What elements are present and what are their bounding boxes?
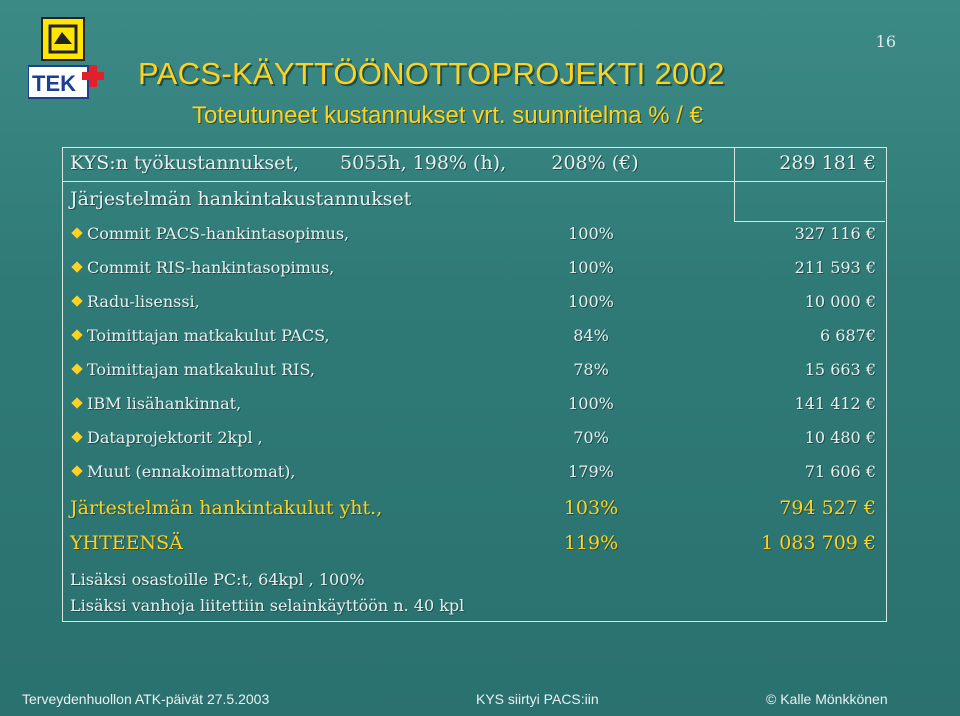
cost-item-label bbox=[70, 462, 295, 481]
page-subtitle: Toteutuneet kustannukset vrt. suunnitelma % / € bbox=[192, 102, 703, 129]
footer-left: Terveydenhuollon ATK-päivät 27.5.2003 bbox=[22, 691, 270, 707]
diamond-bullet-icon bbox=[71, 227, 82, 238]
subtotal-label: Järtestelmän hankintakulut yht., bbox=[70, 497, 383, 519]
subtotal-amount: 794 527 € bbox=[779, 497, 876, 519]
cost-item-text: Toimittajan matkakulut PACS, bbox=[87, 326, 330, 345]
cost-item-label bbox=[70, 428, 263, 447]
cost-item-label bbox=[70, 258, 334, 277]
cost-item-amount: 6 687€ bbox=[820, 326, 876, 345]
page-title: PACS-KÄYTTÖÖNOTTOPROJEKTI 2002 bbox=[138, 56, 725, 91]
slide-number: 16 bbox=[875, 32, 896, 51]
labor-label: KYS:n työkustannukset, bbox=[70, 152, 300, 174]
cost-item-label bbox=[70, 360, 315, 379]
cost-item-pct: 100% bbox=[568, 224, 614, 243]
cost-item-amount: 15 663 € bbox=[804, 360, 876, 379]
diamond-bullet-icon bbox=[71, 363, 82, 374]
subtotal-pct: 103% bbox=[563, 497, 619, 519]
cost-item-text: Muut (ennakoimattomat), bbox=[87, 462, 296, 481]
footer-center: KYS siirtyi PACS:iin bbox=[476, 691, 599, 707]
cost-item-text: Radu-lisenssi, bbox=[87, 292, 200, 311]
cost-item-pct: 179% bbox=[568, 462, 614, 481]
cost-item-text: Commit RIS-hankintasopimus, bbox=[87, 258, 335, 277]
cost-item-amount: 10 000 € bbox=[804, 292, 876, 311]
row-divider bbox=[62, 181, 885, 182]
cost-item-label bbox=[70, 394, 241, 413]
cost-item-pct: 78% bbox=[573, 360, 609, 379]
cost-item-pct: 100% bbox=[568, 258, 614, 277]
cost-item-amount: 211 593 € bbox=[794, 258, 876, 277]
labor-hours: 5055h, 198% (h), bbox=[340, 152, 507, 174]
diamond-bullet-icon bbox=[71, 329, 82, 340]
note-line: Lisäksi osastoille PC:t, 64kpl , 100% bbox=[70, 570, 365, 589]
diamond-bullet-icon bbox=[71, 397, 82, 408]
cost-item-label bbox=[70, 326, 330, 345]
cost-item-text: Commit PACS-hankintasopimus, bbox=[87, 224, 350, 243]
note-line: Lisäksi vanhoja liitettiin selainkäyttöön n. 40 kpl bbox=[70, 596, 465, 615]
cost-item-amount: 71 606 € bbox=[804, 462, 876, 481]
cost-item-pct: 100% bbox=[568, 394, 614, 413]
cost-item-text: Dataprojektorit 2kpl , bbox=[87, 428, 263, 447]
cost-item-amount: 141 412 € bbox=[794, 394, 876, 413]
cost-item-amount: 10 480 € bbox=[804, 428, 876, 447]
cost-item-label bbox=[70, 224, 349, 243]
cost-item-label bbox=[70, 292, 200, 311]
total-label: YHTEENSÄ bbox=[70, 532, 183, 554]
diamond-bullet-icon bbox=[71, 431, 82, 442]
diamond-bullet-icon bbox=[71, 261, 82, 272]
logo-text: TEK bbox=[32, 71, 76, 96]
cost-item-pct: 70% bbox=[573, 428, 609, 447]
tek-logo-icon bbox=[28, 14, 106, 104]
section-label: Järjestelmän hankintakustannukset bbox=[70, 188, 412, 210]
cost-item-pct: 84% bbox=[573, 326, 609, 345]
cost-item-text: Toimittajan matkakulut RIS, bbox=[87, 360, 315, 379]
labor-amount: 289 181 € bbox=[779, 152, 876, 174]
diamond-bullet-icon bbox=[71, 465, 82, 476]
labor-pct: 208% (€) bbox=[551, 152, 639, 174]
total-pct: 119% bbox=[563, 532, 619, 554]
cost-item-pct: 100% bbox=[568, 292, 614, 311]
cost-item-amount: 327 116 € bbox=[794, 224, 876, 243]
cost-item-text: IBM lisähankinnat, bbox=[87, 394, 242, 413]
diamond-bullet-icon bbox=[71, 295, 82, 306]
row-divider bbox=[734, 221, 885, 222]
footer-right: © Kalle Mönkkönen bbox=[766, 691, 888, 707]
total-amount: 1 083 709 € bbox=[761, 532, 876, 554]
